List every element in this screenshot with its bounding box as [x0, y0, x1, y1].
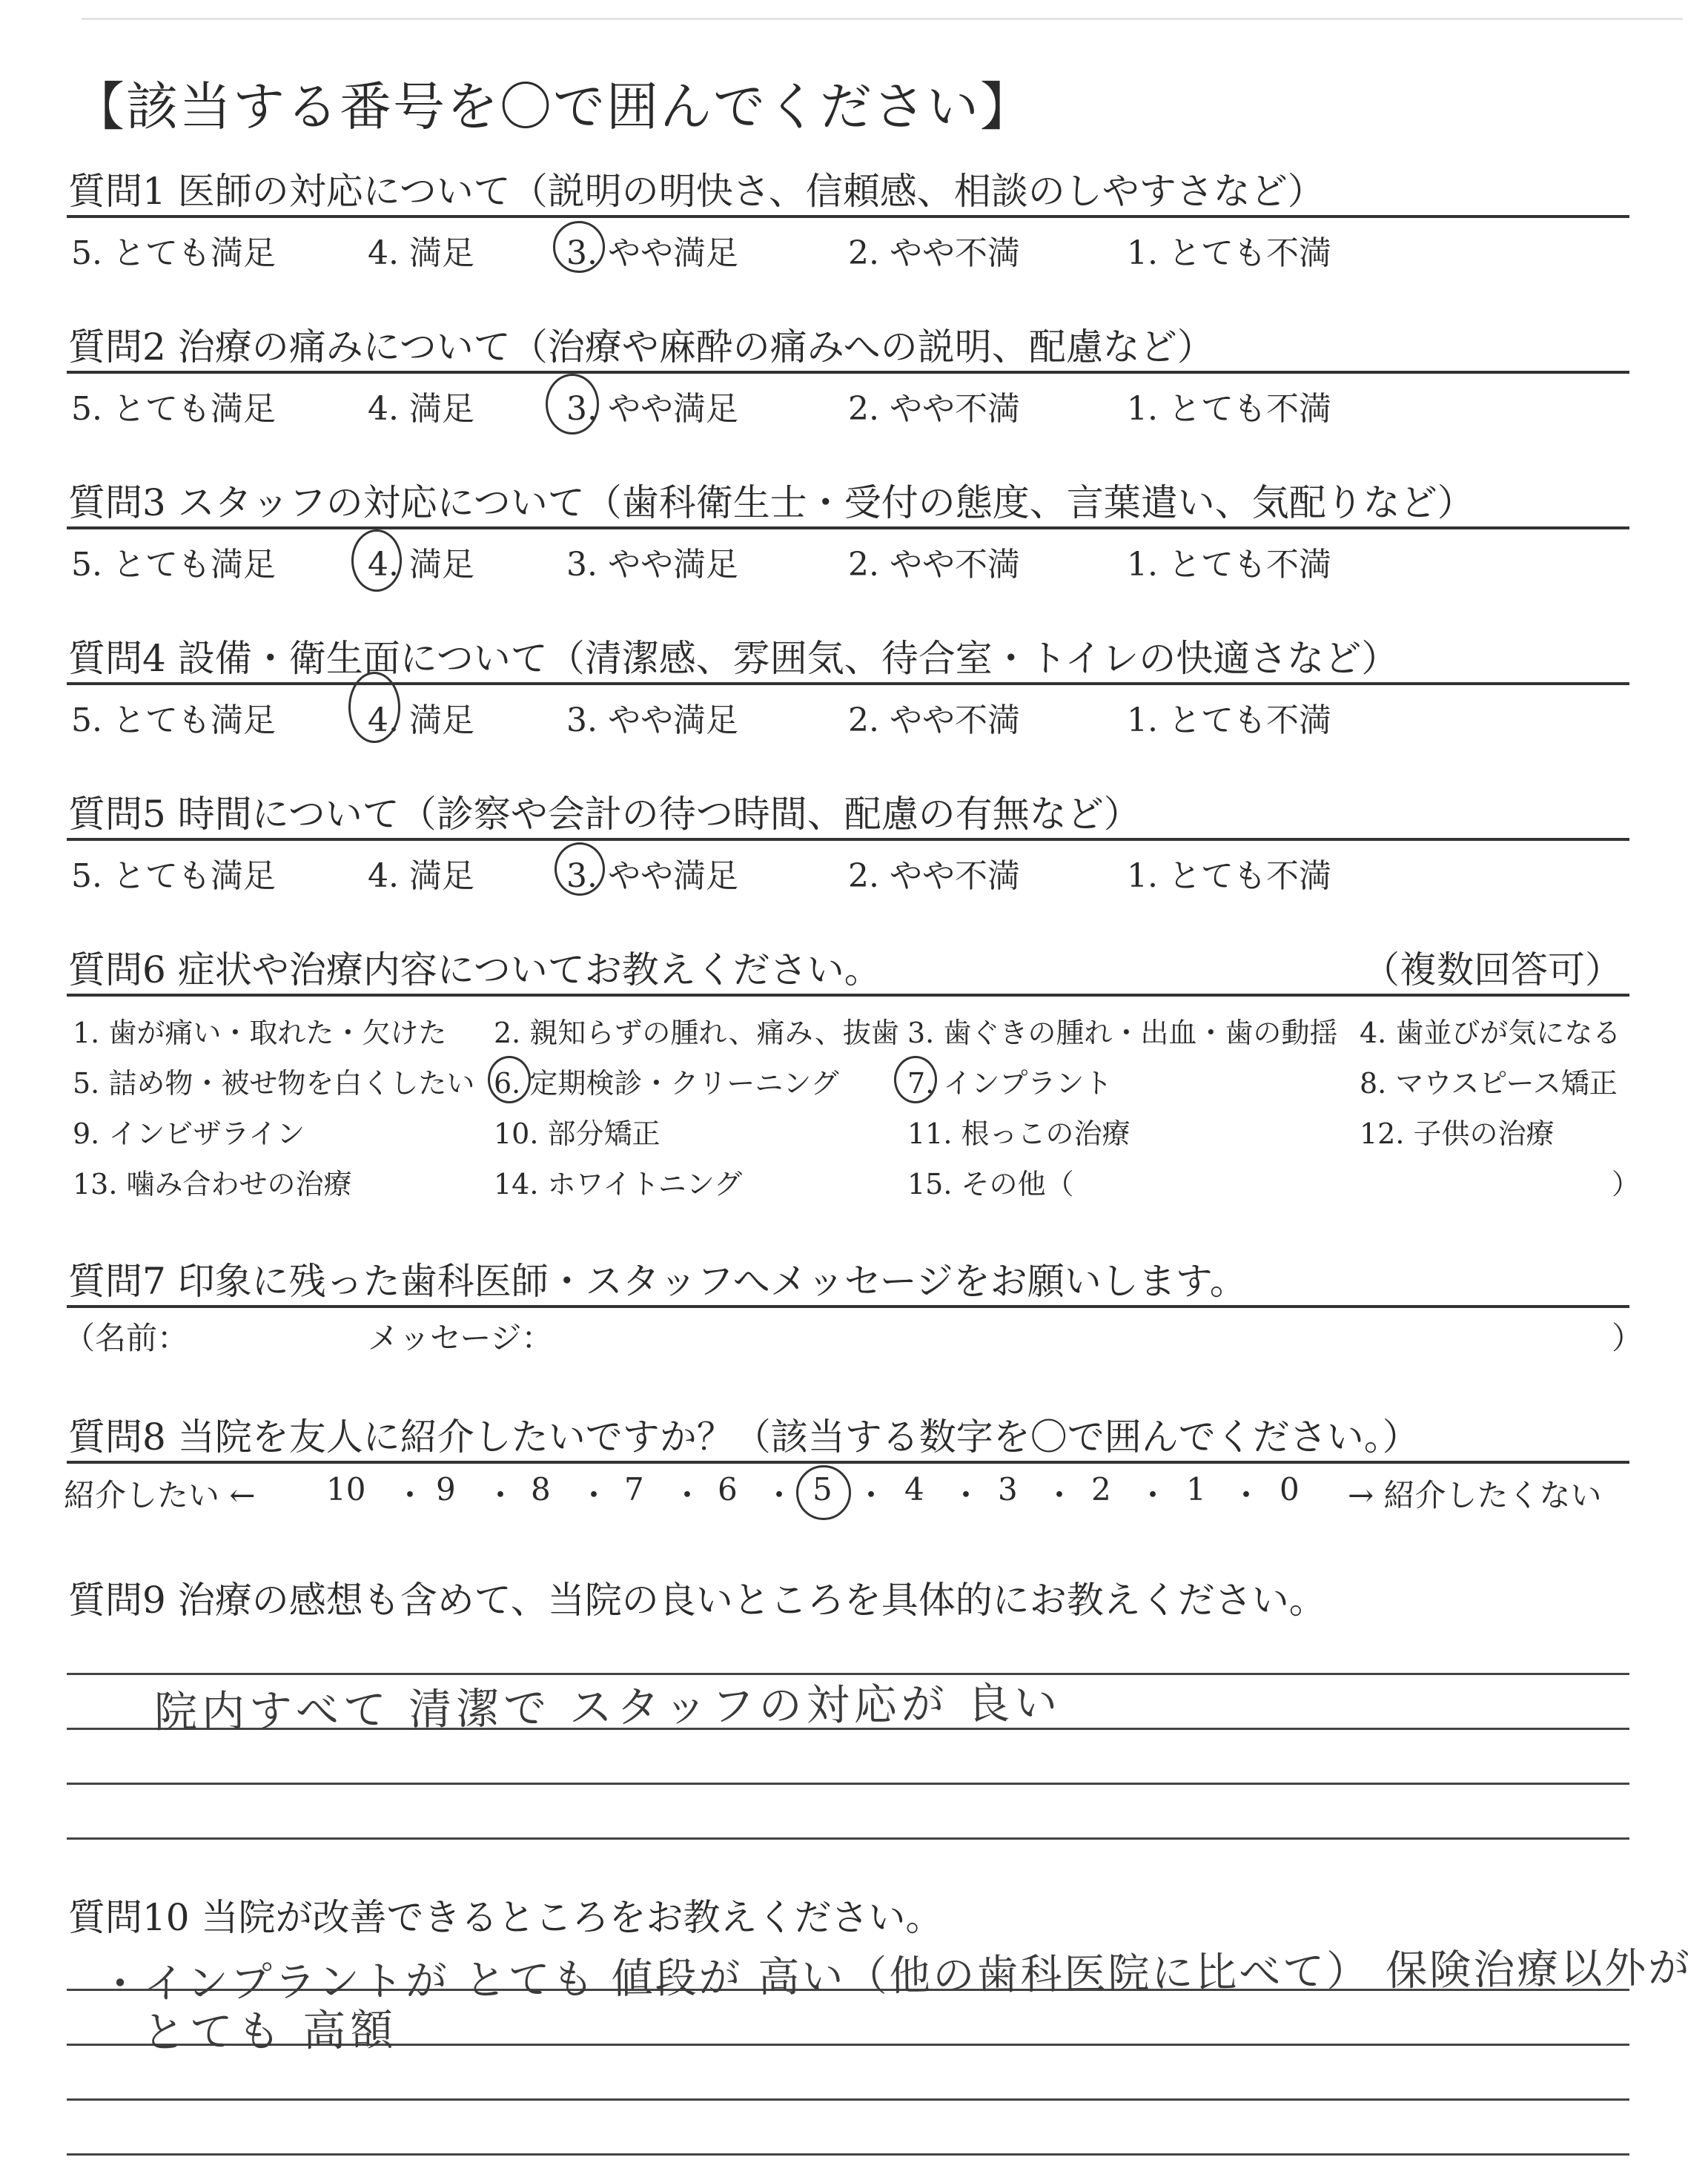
question-6-note: （複数回答可） [1363, 948, 1622, 991]
q7-close-paren: ） [1612, 1320, 1644, 1356]
question-9-label: 質問9 治療の感想も含めて、当院の良いところを具体的にお教えください。 [68, 1579, 1326, 1622]
q9-answer-line [67, 1783, 1629, 1785]
q6-option-4: 4. 歯並びが気になる [1360, 1017, 1621, 1049]
question-3-rule [67, 526, 1629, 529]
scan-top-edge [82, 18, 1683, 20]
q8-scale-3: 3 [998, 1471, 1018, 1507]
q5-option-4: 4. 満足 [368, 857, 474, 895]
q8-scale-2: 2 [1091, 1471, 1111, 1507]
q8-scale-5: 5 [812, 1471, 833, 1507]
q9-answer-line [67, 1837, 1629, 1840]
q2-selected-circle [546, 374, 599, 435]
q7-name-label: （名前： [64, 1320, 189, 1356]
q8-scale-9: 9 [436, 1471, 456, 1507]
q4-option-3: 3. やや満足 [566, 701, 738, 739]
q6-option-7: 7. インプラント [907, 1067, 1113, 1100]
q3-selected-circle [351, 529, 402, 592]
q6-option-11: 11. 根っこの治療 [907, 1117, 1131, 1150]
q4-option-4: 4. 満足 [368, 701, 474, 739]
question-1-label: 質問1 医師の対応について（説明の明快さ、信頼感、相談のしやすさなど） [68, 170, 1325, 213]
q3-option-3: 3. やや満足 [566, 546, 738, 584]
question-2-label: 質問2 治療の痛みについて（治療や麻酔の痛みへの説明、配慮など） [68, 326, 1214, 369]
q4-selected-circle [348, 672, 400, 743]
q1-option-3: 3. やや満足 [566, 234, 738, 272]
q6-option-9: 9. インビザライン [73, 1117, 305, 1150]
q10-answer-line [67, 2098, 1629, 2101]
q8-dot: ・ [855, 1477, 887, 1513]
q2-option-4: 4. 満足 [368, 390, 474, 428]
q9-handwritten-answer: 院内すべて 清潔で スタッフの対応が 良い [153, 1677, 1062, 1737]
question-4-rule [67, 682, 1629, 685]
q4-option-1: 1. とても不満 [1127, 701, 1331, 739]
question-10-label: 質問10 当院が改善できるところをお教えください。 [68, 1896, 943, 1939]
q3-option-2: 2. やや不満 [848, 546, 1020, 584]
q8-dot: ・ [578, 1477, 610, 1513]
q8-scale-10: 10 [326, 1471, 366, 1507]
q6-option-6-circle [488, 1056, 531, 1103]
q6-option-14: 14. ホワイトニング [494, 1168, 743, 1200]
question-8-rule [67, 1461, 1629, 1464]
q6-option-7-circle [894, 1056, 937, 1103]
q1-option-4: 4. 満足 [368, 234, 474, 272]
q6-option-12: 12. 子供の治療 [1360, 1117, 1555, 1150]
q8-dot: ・ [764, 1477, 795, 1513]
q8-scale-7: 7 [624, 1471, 644, 1507]
question-5-rule [67, 838, 1629, 841]
q8-dot: ・ [394, 1477, 426, 1513]
q8-selected-circle [796, 1465, 851, 1520]
q3-option-5: 5. とても満足 [71, 546, 276, 584]
question-6-rule [67, 994, 1629, 997]
question-2-rule [67, 371, 1629, 374]
q6-option-8: 8. マウスピース矯正 [1360, 1067, 1618, 1100]
question-6-label: 質問6 症状や治療内容についてお教えください。 [68, 948, 881, 991]
q10-handwritten-answer-line-2: とても 高額 [142, 2004, 398, 2058]
q8-dot: ・ [485, 1477, 517, 1513]
q8-dot: ・ [1137, 1477, 1169, 1513]
q8-scale-1: 1 [1186, 1471, 1206, 1507]
q8-left-label: 紹介したい ← [64, 1477, 256, 1513]
q3-option-4: 4. 満足 [368, 546, 474, 584]
q8-scale-4: 4 [904, 1471, 924, 1507]
q5-option-2: 2. やや不満 [848, 857, 1020, 895]
q6-option-15: 15. その他（ [907, 1168, 1074, 1200]
q1-option-2: 2. やや不満 [848, 234, 1020, 272]
q8-scale-8: 8 [531, 1471, 551, 1507]
page-title: 【該当する番号を〇で囲んでください】 [73, 76, 1033, 137]
question-7-label: 質問7 印象に残った歯科医師・スタッフへメッセージをお願いします。 [68, 1260, 1247, 1303]
q1-selected-circle [553, 221, 605, 273]
q1-option-1: 1. とても不満 [1127, 234, 1331, 272]
q8-dot: ・ [1231, 1477, 1262, 1513]
q2-option-1: 1. とても不満 [1127, 390, 1331, 428]
q2-option-2: 2. やや不満 [848, 390, 1020, 428]
q8-scale-0: 0 [1280, 1471, 1300, 1507]
q8-dot: ・ [950, 1477, 982, 1513]
q5-option-1: 1. とても不満 [1127, 857, 1331, 895]
q6-option-6: 6. 定期検診・クリーニング [494, 1067, 839, 1100]
q3-option-1: 1. とても不満 [1127, 546, 1331, 584]
q4-option-2: 2. やや不満 [848, 701, 1020, 739]
q2-option-3: 3. やや満足 [566, 390, 738, 428]
question-8-label: 質問8 当院を友人に紹介したいですか？（該当する数字を〇で囲んでください。） [68, 1416, 1420, 1459]
q8-dot: ・ [672, 1477, 704, 1513]
q8-right-label: → 紹介したくない [1348, 1477, 1602, 1513]
q7-message-label: メッセージ： [368, 1320, 553, 1356]
q6-option-2: 2. 親知らずの腫れ、痛み、抜歯 [494, 1017, 899, 1049]
q6-option-5: 5. 詰め物・被せ物を白くしたい [73, 1067, 475, 1100]
question-7-rule [67, 1305, 1629, 1308]
q5-option-3: 3. やや満足 [566, 857, 738, 895]
q6-option-10: 10. 部分矯正 [494, 1117, 661, 1150]
q4-option-5: 5. とても満足 [71, 701, 276, 739]
q10-handwritten-answer-line-1: ・インプラントが とても 値段が 高い（他の歯科医院に比べて） 保険治療以外が [99, 1943, 1692, 2009]
q10-answer-line [67, 2153, 1629, 2156]
question-1-rule [67, 215, 1629, 218]
q5-selected-circle [555, 842, 605, 896]
q8-dot: ・ [1044, 1477, 1076, 1513]
q6-option-15-close: ） [1612, 1168, 1641, 1200]
q2-option-5: 5. とても満足 [71, 390, 276, 428]
q6-option-13: 13. 噛み合わせの治療 [73, 1168, 352, 1200]
q6-option-3: 3. 歯ぐきの腫れ・出血・歯の動揺 [907, 1017, 1338, 1049]
question-5-label: 質問5 時間について（診察や会計の待つ時間、配慮の有無など） [68, 793, 1141, 836]
q8-scale-6: 6 [718, 1471, 738, 1507]
q1-option-5: 5. とても満足 [71, 234, 276, 272]
question-4-label: 質問4 設備・衛生面について（清潔感、雰囲気、待合室・トイレの快適さなど） [68, 637, 1399, 680]
q6-option-1: 1. 歯が痛い・取れた・欠けた [73, 1017, 447, 1049]
question-3-label: 質問3 スタッフの対応について（歯科衛生士・受付の態度、言葉遣い、気配りなど） [68, 481, 1474, 524]
q5-option-5: 5. とても満足 [71, 857, 276, 895]
